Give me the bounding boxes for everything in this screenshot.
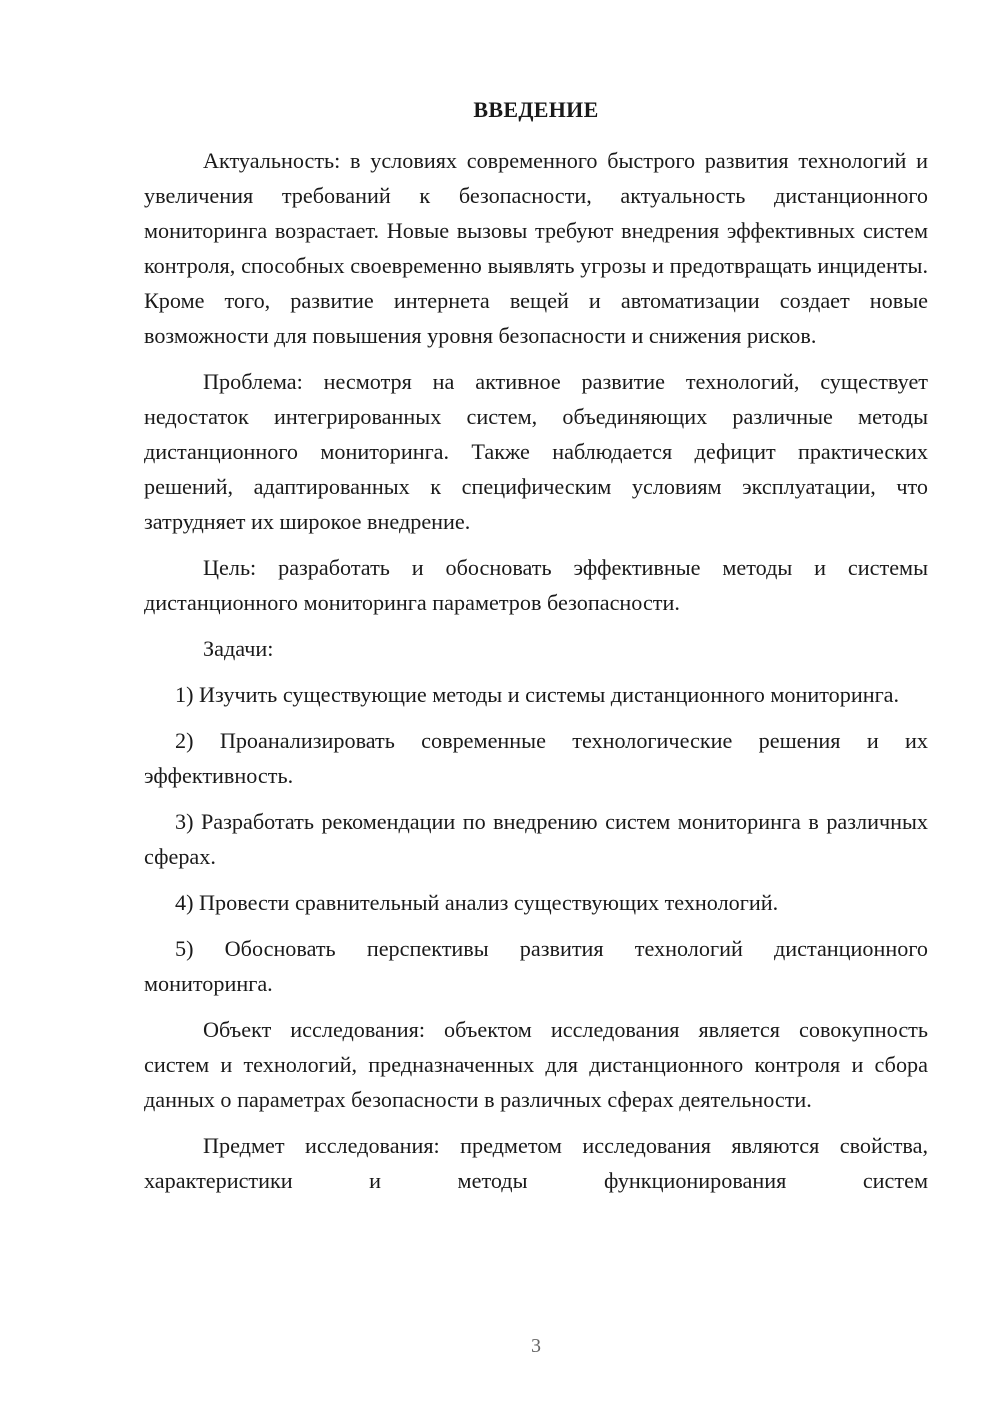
document-body xyxy=(144,143,928,1209)
task-item-1: 1) Изучить существующие методы и системы дистанционного мониторинга. xyxy=(175,682,900,707)
page-number: 3 xyxy=(531,1335,541,1357)
task-item-3: 3) Разработать рекомендации по внедрению систем мониторинга в различных сферах. xyxy=(144,809,928,869)
section-title: ВВЕДЕНИЕ xyxy=(473,97,599,122)
task-item-4: 4) Провести сравнительный анализ существующих технологий. xyxy=(175,890,779,915)
paragraph-subject: Предмет исследования: предметом исследования являются свойства, характеристики и методы функционирования систем xyxy=(144,1133,928,1193)
paragraph-problem: Проблема: несмотря на активное развитие технологий, существует недостаток интегрированных систем, объединяющих различные методы дистанционного мониторинга. Также наблюдается дефицит практических решений, адаптированных к специфическим условиям эксплуатации, что затрудняет их широкое внедрение. xyxy=(144,369,928,534)
paragraph-tasks-heading: Задачи: xyxy=(203,636,274,661)
paragraph-object: Объект исследования: объектом исследования является совокупность систем и технологий, предназначенных для дистанционного контроля и сбора данных о параметрах безопасности в различных сферах деятельности. xyxy=(144,1017,928,1112)
paragraph-relevance: Актуальность: в условиях современного быстрого развития технологий и увеличения требований к безопасности, актуальность дистанционного мониторинга возрастает. Новые вызовы требуют внедрения эффективных систем контроля, способных своевременно выявлять угрозы и предотвращать инциденты. Кроме того, развитие интернета вещей и автоматизации создает новые возможности для повышения уровня безопасности и снижения рисков. xyxy=(144,148,928,348)
task-item-5: 5) Обосновать перспективы развития технологий дистанционного мониторинга. xyxy=(144,936,928,996)
document-page xyxy=(144,0,928,1414)
task-item-2: 2) Проанализировать современные технологические решения и их эффективность. xyxy=(144,728,928,788)
paragraph-goal: Цель: разработать и обосновать эффективные методы и системы дистанционного мониторинга параметров безопасности. xyxy=(144,555,928,615)
